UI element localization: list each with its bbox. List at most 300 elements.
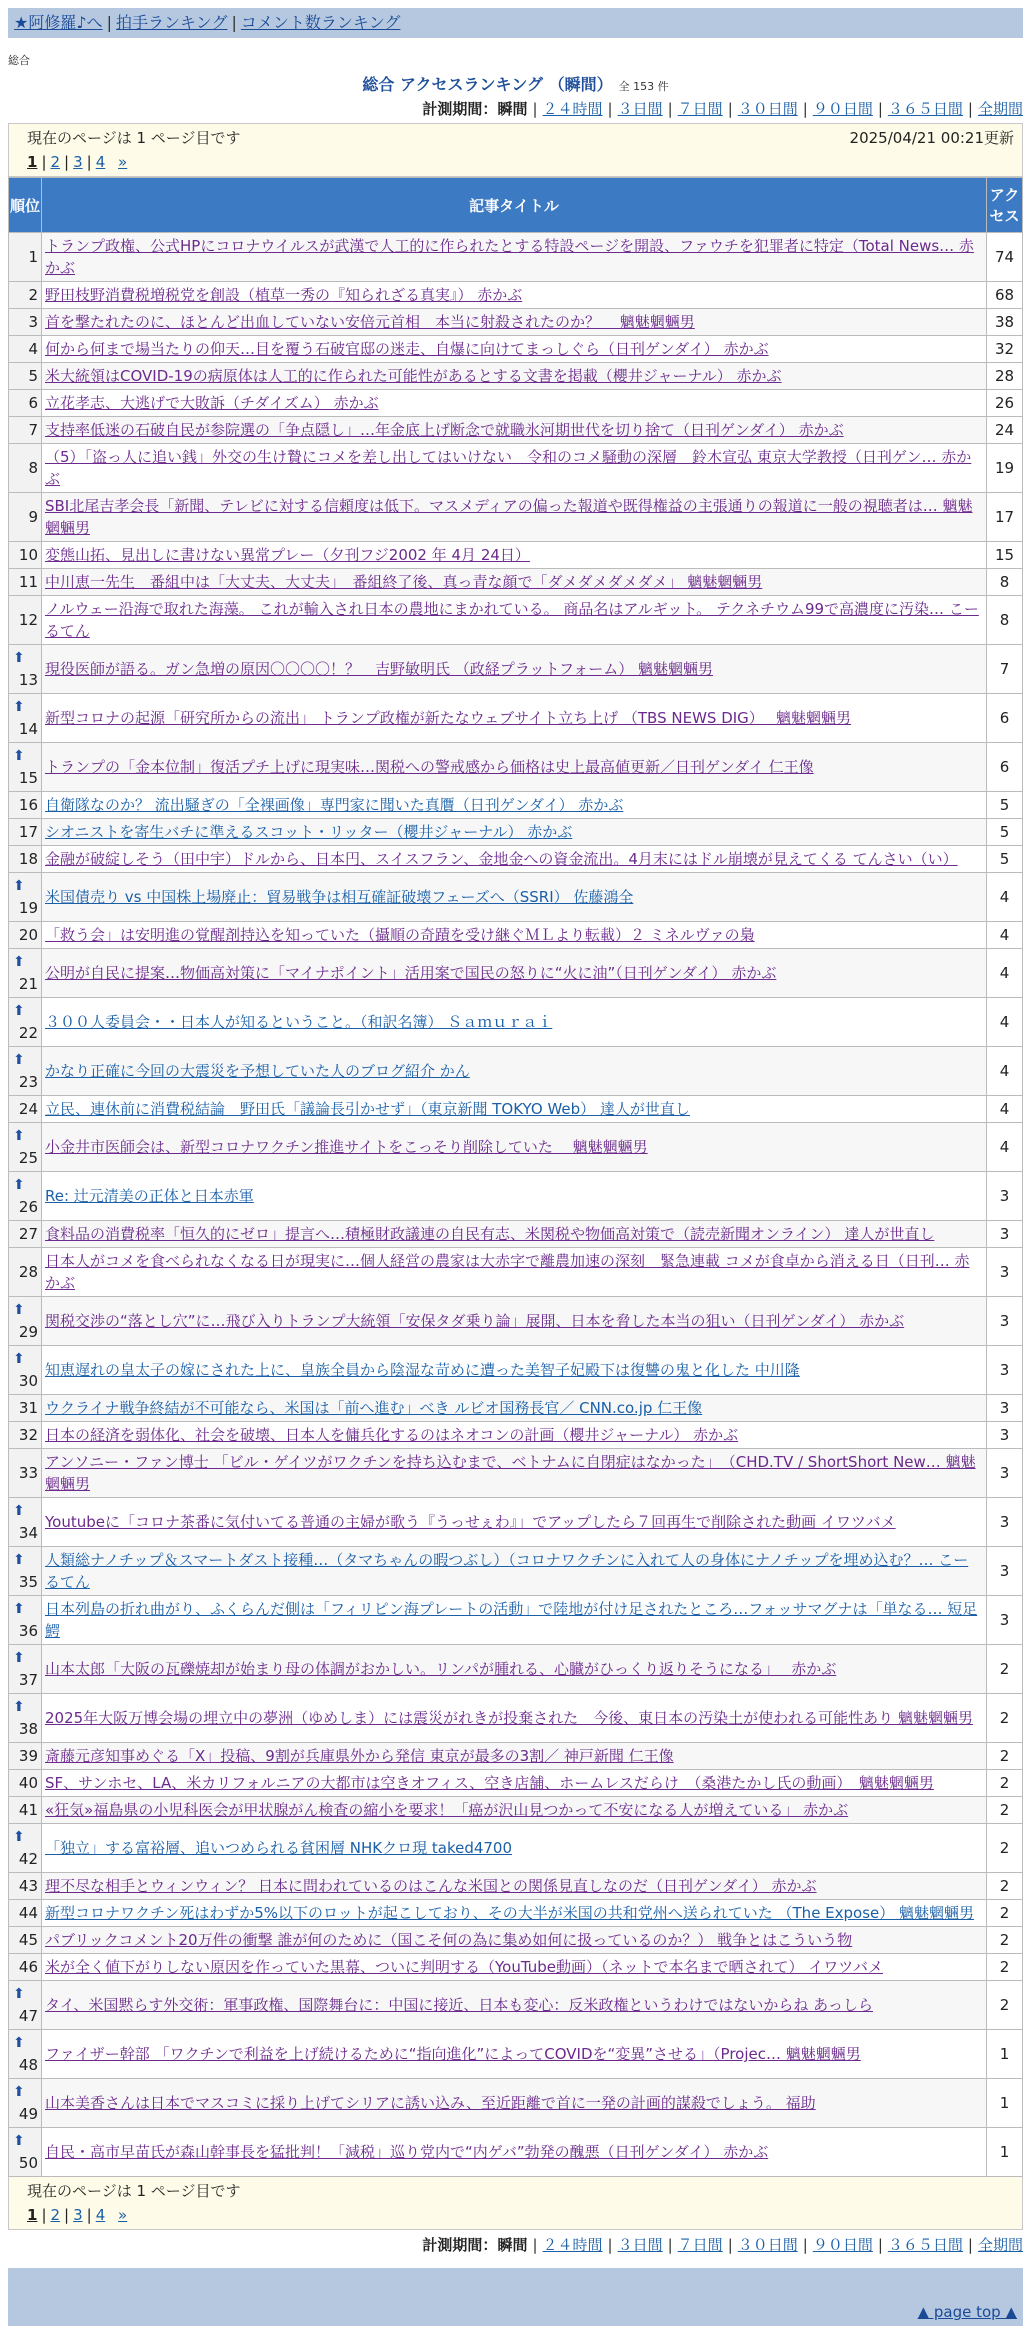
title-cell: [42, 1743, 987, 1770]
up-arrow-icon: ⬆: [13, 650, 25, 666]
access-count: 3: [987, 1547, 1023, 1596]
period-separator: |: [607, 2236, 613, 2254]
period-label: 計測期間：: [422, 2236, 498, 2254]
pager-page-link[interactable]: 3: [73, 2206, 83, 2224]
category-label: 総合: [8, 54, 30, 67]
up-arrow-icon: ⬆: [13, 1503, 25, 1519]
article-link[interactable]: 2025年大阪万博会場の埋立中の夢洲（ゆめしま）には震災がれきが投棄された 今後、東日本の汚染土が使われる可能性あり 魑魅魍魎男: [45, 1709, 973, 1727]
article-link[interactable]: 中川恵一先生 番組中は「大丈夫、大丈夫」 番組終了後、真っ青な顔で「ダメダメダメダメ」 魑魅魍魎男: [45, 573, 763, 591]
rank-cell: [9, 1900, 42, 1927]
article-link[interactable]: 現役医師が語る。ガン急増の原因〇〇〇〇！？ 吉野敏明氏 （政経プラットフォーム） 魑魅魍魎男: [45, 660, 714, 678]
rank-cell: [9, 819, 42, 846]
rank-number: 42: [18, 1850, 38, 1868]
rank-number: 34: [18, 1524, 38, 1542]
table-row: [9, 694, 1023, 743]
article-link[interactable]: 日本の経済を弱体化、社会を破壊、日本人を傭兵化するのはネオコンの計画（櫻井ジャーナル） 赤かぶ: [45, 1426, 739, 1444]
title-cell: [42, 1248, 987, 1297]
nav-link-asyura[interactable]: ★阿修羅♪へ: [14, 13, 103, 32]
rank-number: 38: [18, 1720, 38, 1738]
title-cell: [42, 1346, 987, 1395]
pager-next-link[interactable]: »: [118, 153, 128, 171]
access-count: 5: [987, 819, 1023, 846]
rank-number: 5: [28, 367, 38, 385]
article-link[interactable]: 新型コロナの起源「研究所からの流出」 トランプ政権が新たなウェブサイト立ち上げ （TBS NEWS DIG） 魑魅魍魎男: [45, 709, 852, 727]
rank-number: 10: [18, 546, 38, 564]
access-count: 1: [987, 2128, 1023, 2177]
rank-number: 29: [18, 1323, 38, 1341]
rank-number: 46: [18, 1958, 38, 1976]
up-arrow-icon: ⬆: [13, 1699, 25, 1715]
article-link[interactable]: 人類総ナノチップ＆スマートダスト接種…（タマちゃんの暇つぶし）（コロナワクチンに入れて人の身体にナノチップを埋め込む？… こーるてん: [45, 1551, 969, 1591]
rank-cell: [9, 336, 42, 363]
access-count: 7: [987, 645, 1023, 694]
article-link[interactable]: 「独立」する富裕層、追いつめられる貧困層 NHKクロ現 taked4700: [45, 1839, 513, 1857]
rank-number: 27: [18, 1225, 38, 1243]
article-link[interactable]: 立花孝志、大逃げで大敗訴（チダイズム） 赤かぶ: [45, 394, 379, 412]
article-link[interactable]: （5）「盗っ人に追い銭」外交の生け贄にコメを差し出してはいけない 令和のコメ騒動の深層 鈴木宣弘 東京大学教授（日刊ゲン… 赤かぶ: [45, 448, 972, 488]
article-link[interactable]: 知恵遅れの皇太子の嫁にされた上に、皇族全員から陰湿な苛めに遭った美智子妃殿下は復讐の鬼と化した 中川隆: [45, 1361, 800, 1379]
access-count: 2: [987, 1900, 1023, 1927]
access-count: 6: [987, 743, 1023, 792]
title-cell: [42, 596, 987, 645]
rank-cell: [9, 596, 42, 645]
access-count: 4: [987, 998, 1023, 1047]
rank-cell: [9, 417, 42, 444]
title-cell: [42, 417, 987, 444]
period-option[interactable]: 全期間: [977, 100, 1023, 118]
access-count: 3: [987, 1596, 1023, 1645]
rank-number: 15: [18, 769, 38, 787]
pager: [27, 2203, 1014, 2227]
article-link[interactable]: 変態山拓、見出しに書けない異常プレー（夕刊フジ2002 年 4月 24日）: [45, 546, 530, 564]
article-link[interactable]: ３００人委員会・・日本人が知るということ。（和訳名簿） Ｓａｍｕｒａｉ: [45, 1013, 553, 1031]
access-count: 32: [987, 336, 1023, 363]
table-row: [9, 1047, 1023, 1096]
table-row: [9, 233, 1023, 282]
access-count: 2: [987, 1645, 1023, 1694]
rank-cell: [9, 1395, 42, 1422]
table-row: [9, 1096, 1023, 1123]
table-row: [9, 792, 1023, 819]
title-cell: [42, 1449, 987, 1498]
article-link[interactable]: 首を撃たれたのに、ほとんど出血していない安倍元首相 本当に射殺されたのか？ 魑魅魍魎男: [45, 313, 695, 331]
article-link[interactable]: アンソニー・ファン博士 「ビル・ゲイツがワクチンを持ち込むまで、ベトナムに自閉症はなかった」 （CHD.TV / ShortShort New… 魑魅魍魎男: [45, 1453, 976, 1493]
table-row: [9, 1172, 1023, 1221]
access-count: 4: [987, 922, 1023, 949]
period-separator: |: [667, 100, 673, 118]
article-link[interactable]: Re: 辻元清美の正体と日本赤軍: [45, 1187, 254, 1205]
article-link[interactable]: 斎藤元彦知事めぐる「X」投稿、9割が兵庫県外から発信 東京が最多の3割／ 神戸新聞 仁王像: [45, 1747, 674, 1765]
article-link[interactable]: 山本太郎「大阪の瓦礫焼却が始まり母の体調がおかしい。リンパが腫れる、心臓がひっくり返りそうになる」 赤かぶ: [45, 1660, 837, 1678]
table-row: [9, 1645, 1023, 1694]
rank-cell: [9, 1645, 42, 1694]
article-link[interactable]: 支持率低迷の石破自民が参院選の「争点隠し」…年金底上げ断念で就職氷河期世代を切り捨て（日刊ゲンダイ） 赤かぶ: [45, 421, 844, 439]
ranking-title-row: [0, 74, 1031, 96]
access-count: 2: [987, 1694, 1023, 1743]
current-page-info: 現在のページは 1 ページ目です: [27, 129, 241, 147]
rank-number: 45: [18, 1931, 38, 1949]
article-link[interactable]: 自民・高市早苗氏が森山幹事長を猛批判！「減税」巡り党内で“内ゲバ”勃発の醜悪（日刊ゲンダイ） 赤かぶ: [45, 2143, 769, 2161]
table-row: [9, 1449, 1023, 1498]
period-option[interactable]: ３６５日間: [887, 2236, 963, 2254]
rank-cell: [9, 309, 42, 336]
article-link[interactable]: 新型コロナワクチン死はわずか5%以下のロットが起こしており、その大半が米国の共和党州へ送られていた （The Expose） 魑魅魍魎男: [45, 1904, 975, 1922]
table-row: [9, 1981, 1023, 2030]
access-count: 26: [987, 390, 1023, 417]
article-link[interactable]: SF、サンホセ、LA、米カリフォルニアの大都市は空きオフィス、空き店舗、ホームレスだらけ （桑港たかし氏の動画） 魑魅魍魎男: [45, 1774, 934, 1792]
title-cell: [42, 569, 987, 596]
rank-number: 21: [18, 975, 38, 993]
article-link[interactable]: 日本人がコメを食べられなくなる日が現実に…個人経営の農家は大赤字で離農加速の深刻 緊急連載 コメが食卓から消える日（日刊… 赤かぶ: [45, 1252, 970, 1292]
rank-cell: [9, 1694, 42, 1743]
nav-link-comment-ranking[interactable]: コメント数ランキング: [240, 13, 401, 32]
rank-cell: [9, 922, 42, 949]
title-cell: [42, 1123, 987, 1172]
article-link[interactable]: シオニストを寄生バチに準えるスコット・リッター（櫻井ジャーナル） 赤かぶ: [45, 823, 573, 841]
period-separator: |: [802, 100, 808, 118]
title-cell: [42, 1596, 987, 1645]
table-row: [9, 336, 1023, 363]
rank-cell: [9, 1770, 42, 1797]
pager-page-link[interactable]: 3: [73, 153, 83, 171]
rank-number: 41: [18, 1801, 38, 1819]
rank-number: 48: [18, 2056, 38, 2074]
period-separator: |: [802, 2236, 808, 2254]
article-link[interactable]: Youtubeに「コロナ茶番に気付いてる普通の主婦が歌う『うっせぇわ』」でアップしたら７回再生で削除された動画 イワツバメ: [45, 1513, 896, 1531]
pager-page-link[interactable]: 2: [50, 2206, 61, 2224]
title-cell: [42, 1900, 987, 1927]
article-link[interactable]: 立民、連休前に消費税結論 野田氏「議論長引かせず」（東京新聞 TOKYO Web） 達人が世直し: [45, 1100, 690, 1118]
up-arrow-icon: ⬆: [13, 1003, 25, 1019]
table-row: [9, 444, 1023, 493]
period-option[interactable]: 全期間: [977, 2236, 1023, 2254]
rank-cell: [9, 1047, 42, 1096]
title-cell: [42, 493, 987, 542]
access-count: 4: [987, 1047, 1023, 1096]
rank-cell: [9, 873, 42, 922]
rank-number: 1: [28, 248, 38, 266]
rank-number: 37: [18, 1671, 38, 1689]
title-cell: [42, 1047, 987, 1096]
access-count: 8: [987, 596, 1023, 645]
article-link[interactable]: 金融が破綻しそう（田中宇）ドルから、日本円、スイスフラン、金地金への資金流出。4月末にはドル崩壊が見えてくる てんさい（い）: [45, 850, 958, 868]
period-option[interactable]: ７日間: [677, 2236, 723, 2254]
access-count: 8: [987, 569, 1023, 596]
rank-number: 2: [28, 286, 38, 304]
title-cell: [42, 1221, 987, 1248]
table-row: [9, 417, 1023, 444]
top-nav-bar: [8, 8, 1023, 38]
period-option[interactable]: ９０日間: [812, 100, 873, 118]
title-cell: [42, 1395, 987, 1422]
pager-separator: |: [86, 2206, 92, 2224]
title-cell: [42, 1981, 987, 2030]
rank-cell: [9, 1172, 42, 1221]
article-link[interactable]: SBI北尾吉孝会長「新聞、テレビに対する信頼度は低下。マスメディアの偏った報道や既得権益の主張通りの報道に一般の視聴者は… 魑魅魍魎男: [45, 497, 973, 537]
article-link[interactable]: 自衛隊なのか？ 流出騒ぎの「全裸画像」専門家に聞いた真贋（日刊ゲンダイ） 赤かぶ: [45, 796, 624, 814]
table-row: [9, 596, 1023, 645]
period-label: 計測期間：: [422, 100, 498, 118]
header-rank: 順位: [9, 178, 42, 233]
page-info-box: [8, 123, 1023, 177]
rank-number: 50: [18, 2154, 38, 2172]
title-cell: [42, 1927, 987, 1954]
period-separator: |: [727, 2236, 733, 2254]
title-cell: [42, 1297, 987, 1346]
table-row: [9, 542, 1023, 569]
article-link[interactable]: トランプの「金本位制」復活プチ上げに現実味…関税への警戒感から価格は史上最高値更新／日刊ゲンダイ 仁王像: [45, 758, 814, 776]
up-arrow-icon: ⬆: [13, 2035, 25, 2051]
pager-page-link[interactable]: 4: [95, 2206, 106, 2224]
title-cell: [42, 645, 987, 694]
up-arrow-icon: ⬆: [13, 1601, 25, 1617]
article-link[interactable]: かなり正確に今回の大震災を予想していた人のブログ紹介 かん: [45, 1062, 470, 1080]
table-row: [9, 645, 1023, 694]
article-link[interactable]: 「救う会」は安明進の覚醒剤持込を知っていた（攝順の奇蹟を受け継ぐＭＬより転載）２ ミネルヴァの梟: [45, 926, 755, 944]
access-count: 3: [987, 1248, 1023, 1297]
title-cell: [42, 444, 987, 493]
table-row: [9, 998, 1023, 1047]
rank-cell: [9, 1824, 42, 1873]
access-count: 2: [987, 1981, 1023, 2030]
period-option[interactable]: ９０日間: [812, 2236, 873, 2254]
updated-timestamp: 2025/04/21 00:21更新: [849, 129, 1014, 147]
rank-cell: [9, 1346, 42, 1395]
period-current: 瞬間: [497, 100, 528, 118]
pager-current-page: 1: [27, 153, 38, 171]
article-link[interactable]: 米国債売り vs 中国株上場廃止：貿易戦争は相互確証破壊フェーズへ（SSRI） 佐藤鴻全: [45, 888, 634, 906]
page-top-bar: [8, 2298, 1023, 2326]
table-row: [9, 922, 1023, 949]
access-count: 2: [987, 1954, 1023, 1981]
pager: [27, 150, 1014, 174]
title-cell: [42, 1770, 987, 1797]
table-row: [9, 1123, 1023, 1172]
access-count: 19: [987, 444, 1023, 493]
period-separator: |: [532, 100, 538, 118]
rank-number: 18: [18, 850, 38, 868]
article-link[interactable]: 米が全く値下がりしない原因を作っていた黒幕、ついに判明する（YouTube動画）（ネットで本名まで晒されて） イワツバメ: [45, 1958, 883, 1976]
access-count: 15: [987, 542, 1023, 569]
access-count: 3: [987, 1498, 1023, 1547]
title-cell: [42, 873, 987, 922]
total-count: 全 153 件: [618, 80, 669, 93]
rank-cell: [9, 1954, 42, 1981]
rank-number: 26: [18, 1198, 38, 1216]
rank-number: 12: [18, 611, 38, 629]
article-link[interactable]: ファイザー幹部 「ワクチンで利益を上げ続けるために“指向進化”によってCOVIDを“変異”させる」（Projec… 魑魅魍魎男: [45, 2045, 861, 2063]
article-link[interactable]: «狂気»福島県の小児科医会が甲状腺がん検査の縮小を要求！「癌が沢山見つかって不安になる人が増えている」 赤かぶ: [45, 1801, 849, 1819]
period-selector: [8, 98, 1023, 120]
title-cell: [42, 1645, 987, 1694]
article-link[interactable]: 理不尽な相手とウィンウィン？ 日本に問われているのはこんな米国との関係見直しなのだ（日刊ゲンダイ） 赤かぶ: [45, 1877, 817, 1895]
access-count: 24: [987, 417, 1023, 444]
access-count: 68: [987, 282, 1023, 309]
rank-number: 8: [28, 459, 38, 477]
period-selector: [8, 2234, 1023, 2256]
article-link[interactable]: 日本列島の折れ曲がり、ふくらんだ側は「フィリピン海プレートの活動」で陸地が付け足されたところ…フォッサマグナは「単なる… 短足鰐: [45, 1600, 978, 1640]
up-arrow-icon: ⬆: [13, 2084, 25, 2100]
access-count: 6: [987, 694, 1023, 743]
rank-cell: [9, 998, 42, 1047]
rank-number: 3: [28, 313, 38, 331]
table-row: [9, 493, 1023, 542]
title-cell: [42, 1824, 987, 1873]
article-link[interactable]: 野田枝野消費税増税党を創設（植草一秀の『知られざる真実』） 赤かぶ: [45, 286, 523, 304]
rank-number: 32: [18, 1426, 38, 1444]
period-separator: |: [967, 100, 973, 118]
article-link[interactable]: 米大統領はCOVID-19の病原体は人工的に作られた可能性があるとする文書を掲載（櫻井ジャーナル） 赤かぶ: [45, 367, 782, 385]
table-row: [9, 1498, 1023, 1547]
period-option[interactable]: ３日間: [617, 100, 663, 118]
nav-separator: |: [231, 13, 237, 32]
table-row: [9, 1954, 1023, 1981]
nav-separator: |: [106, 13, 112, 32]
period-option[interactable]: ３０日間: [737, 2236, 798, 2254]
rank-cell: [9, 1498, 42, 1547]
access-count: 28: [987, 363, 1023, 390]
rank-cell: [9, 1797, 42, 1824]
pager-page-link[interactable]: 4: [95, 153, 106, 171]
rank-number: 7: [28, 421, 38, 439]
table-row: [9, 282, 1023, 309]
access-count: 3: [987, 1172, 1023, 1221]
rank-number: 35: [18, 1573, 38, 1591]
pager-separator: [109, 2206, 114, 2224]
title-cell: [42, 743, 987, 792]
article-link[interactable]: 何から何まで場当たりの仰天…目を覆う石破官邸の迷走、自爆に向けてまっしぐら（日刊ゲンダイ） 赤かぶ: [45, 340, 769, 358]
rank-number: 4: [28, 340, 38, 358]
pager-separator: |: [86, 153, 92, 171]
period-separator: |: [877, 100, 883, 118]
rank-number: 36: [18, 1622, 38, 1640]
period-separator: |: [967, 2236, 973, 2254]
table-row: [9, 819, 1023, 846]
rank-cell: [9, 569, 42, 596]
article-link[interactable]: ウクライナ戦争終結が不可能なら、米国は「前へ進む」べき ルビオ国務長官／ CNN.co.jp 仁王像: [45, 1399, 703, 1417]
article-link[interactable]: 公明が自民に提案…物価高対策に「マイナポイント」活用案で国民の怒りに“火に油”（日刊ゲンダイ） 赤かぶ: [45, 964, 777, 982]
title-cell: [42, 363, 987, 390]
period-option[interactable]: ２４時間: [542, 100, 603, 118]
title-cell: [42, 998, 987, 1047]
table-row: [9, 1297, 1023, 1346]
rank-number: 13: [18, 671, 38, 689]
table-row: [9, 2079, 1023, 2128]
current-page-info: 現在のページは 1 ページ目です: [27, 2182, 241, 2200]
article-link[interactable]: 関税交渉の“落とし穴”に…飛び入りトランプ大統領「安保タダ乗り論」展開、日本を脅した本当の狙い（日刊ゲンダイ） 赤かぶ: [45, 1312, 905, 1330]
article-link[interactable]: 山本美香さんは日本でマスコミに採り上げてシリアに誘い込み、至近距離で首に一発の計画的謀殺でしょう。 福助: [45, 2094, 816, 2112]
rank-cell: [9, 444, 42, 493]
page-top-link[interactable]: ▲ page top ▲: [917, 2303, 1017, 2321]
rank-cell: [9, 1297, 42, 1346]
rank-cell: [9, 2030, 42, 2079]
title-cell: [42, 1096, 987, 1123]
up-arrow-icon: ⬆: [13, 1650, 25, 1666]
table-row: [9, 743, 1023, 792]
article-link[interactable]: 食料品の消費税率「恒久的にゼロ」提言へ…積極財政議連の自民有志、米関税や物価高対策で（読売新聞オンライン） 達人が世直し: [45, 1225, 935, 1243]
rank-cell: [9, 363, 42, 390]
rank-number: 17: [18, 823, 38, 841]
access-count: 2: [987, 1873, 1023, 1900]
period-option[interactable]: ７日間: [677, 100, 723, 118]
article-link[interactable]: 小金井市医師会は、新型コロナワクチン推進サイトをこっそり削除していた 魑魅魍魎男: [45, 1138, 648, 1156]
table-row: [9, 363, 1023, 390]
pager-current-page: 1: [27, 2206, 38, 2224]
table-row: [9, 1770, 1023, 1797]
rank-number: 33: [18, 1464, 38, 1482]
pager-separator: |: [64, 2206, 70, 2224]
nav-link-clap-ranking[interactable]: 拍手ランキング: [115, 13, 228, 32]
up-arrow-icon: ⬆: [13, 1351, 25, 1367]
period-current: 瞬間: [497, 2236, 528, 2254]
table-header-row: [9, 178, 1023, 233]
title-cell: [42, 1172, 987, 1221]
table-row: [9, 1395, 1023, 1422]
title-cell: [42, 2128, 987, 2177]
table-row: [9, 1694, 1023, 1743]
access-count: 2: [987, 1770, 1023, 1797]
rank-cell: [9, 1873, 42, 1900]
pager-page-link[interactable]: 2: [50, 153, 61, 171]
table-row: [9, 873, 1023, 922]
period-separator: |: [877, 2236, 883, 2254]
rank-number: 30: [18, 1372, 38, 1390]
period-option[interactable]: ３０日間: [737, 100, 798, 118]
pager-next-link[interactable]: »: [118, 2206, 128, 2224]
rank-number: 24: [18, 1100, 38, 1118]
period-option[interactable]: ３日間: [617, 2236, 663, 2254]
rank-number: 9: [28, 508, 38, 526]
table-row: [9, 1422, 1023, 1449]
title-cell: [42, 2079, 987, 2128]
article-link[interactable]: ノルウェー沿海で取れた海藻。 これが輸入され日本の農地にまかれている。 商品名はアルギット。 テクネチウム99で高濃度に汚染… こーるてん: [45, 600, 979, 640]
article-link[interactable]: タイ、米国黙らす外交術：軍事政権、国際舞台に：中国に接近、日本も変心：反米政権というわけではないからね あっしら: [45, 1996, 873, 2014]
period-option[interactable]: ３６５日間: [887, 100, 963, 118]
table-row: [9, 309, 1023, 336]
rank-cell: [9, 493, 42, 542]
title-cell: [42, 282, 987, 309]
title-cell: [42, 792, 987, 819]
rank-number: 23: [18, 1073, 38, 1091]
article-link[interactable]: トランプ政権、公式HPにコロナウイルスが武漢で人工的に作られたとする特設ページを開設、ファウチを犯罪者に特定（Total News… 赤かぶ: [45, 237, 974, 277]
access-count: 3: [987, 1221, 1023, 1248]
up-arrow-icon: ⬆: [13, 1986, 25, 2002]
table-row: [9, 2030, 1023, 2079]
up-arrow-icon: ⬆: [13, 2133, 25, 2149]
pager-separator: |: [41, 2206, 47, 2224]
access-count: 38: [987, 309, 1023, 336]
pager-separator: |: [64, 153, 70, 171]
rank-number: 39: [18, 1747, 38, 1765]
rank-number: 47: [18, 2007, 38, 2025]
rank-cell: [9, 282, 42, 309]
rank-cell: [9, 2128, 42, 2177]
access-count: 3: [987, 1449, 1023, 1498]
rank-number: 43: [18, 1877, 38, 1895]
up-arrow-icon: ⬆: [13, 699, 25, 715]
rank-cell: [9, 542, 42, 569]
table-row: [9, 569, 1023, 596]
period-option[interactable]: ２４時間: [542, 2236, 603, 2254]
access-count: 3: [987, 1395, 1023, 1422]
footer-bar: [8, 2268, 1023, 2298]
rank-number: 11: [18, 573, 38, 591]
article-link[interactable]: パブリックコメント20万件の衝撃 誰が何のために（国こそ何の為に集め如何に扱っているのか？） 戦争とはこういう物: [45, 1931, 853, 1949]
rank-cell: [9, 1422, 42, 1449]
rank-cell: [9, 645, 42, 694]
period-separator: |: [607, 100, 613, 118]
pager-separator: [109, 153, 114, 171]
